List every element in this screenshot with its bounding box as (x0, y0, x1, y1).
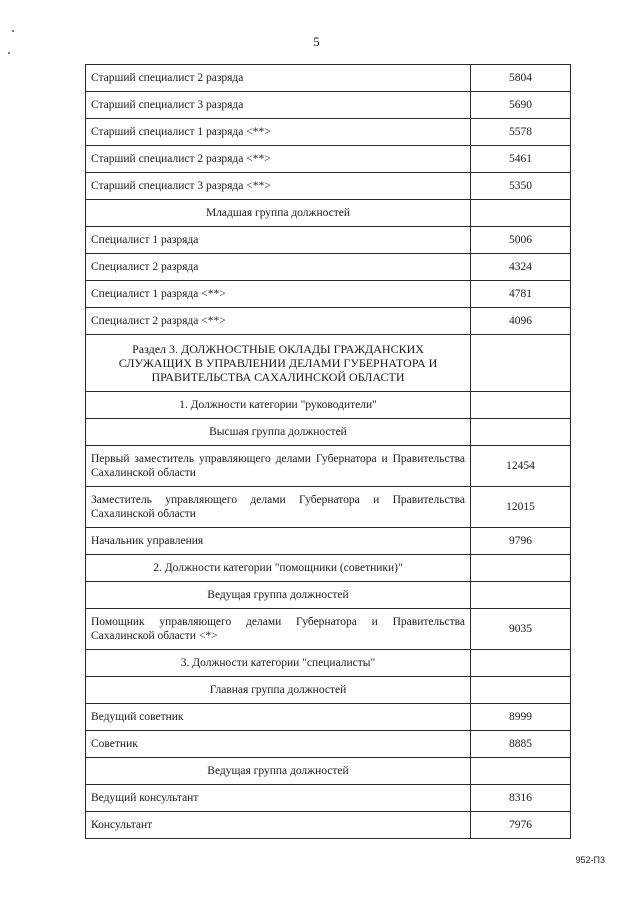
category-header-row (86, 650, 571, 677)
salary-cell: 8316 (471, 785, 571, 812)
group-header-row (86, 677, 571, 704)
table-row (86, 254, 571, 281)
salary-cell: 5350 (471, 173, 571, 200)
position-cell: Начальник управления (86, 528, 471, 555)
table-row (86, 92, 571, 119)
scan-speck (8, 52, 10, 54)
salary-cell (471, 758, 571, 785)
scan-speck (12, 30, 14, 32)
position-cell: Ведущий консультант (86, 785, 471, 812)
table-row (86, 731, 571, 758)
table-row (86, 173, 571, 200)
table-row (86, 785, 571, 812)
salary-cell: 5804 (471, 65, 571, 92)
table-row (86, 446, 571, 487)
document-code: 952-П3 (575, 855, 605, 865)
salary-cell: 5690 (471, 92, 571, 119)
table-row (86, 146, 571, 173)
table-row (86, 308, 571, 335)
salary-table (85, 64, 571, 839)
salary-cell: 4781 (471, 281, 571, 308)
salary-cell (471, 335, 571, 392)
category-heading: 3. Должности категории "специалисты" (86, 650, 471, 677)
salary-cell (471, 582, 571, 609)
salary-cell: 4096 (471, 308, 571, 335)
category-header-row (86, 392, 571, 419)
position-cell: Консультант (86, 812, 471, 839)
table-row (86, 812, 571, 839)
position-cell: Старший специалист 1 разряда <**> (86, 119, 471, 146)
table-row (86, 528, 571, 555)
category-heading: 2. Должности категории "помощники (советники)" (86, 555, 471, 582)
position-cell: Старший специалист 2 разряда (86, 65, 471, 92)
position-cell: Специалист 1 разряда (86, 227, 471, 254)
salary-cell (471, 677, 571, 704)
page-number: 5 (313, 34, 320, 49)
position-cell: Специалист 2 разряда <**> (86, 308, 471, 335)
group-header-row (86, 200, 571, 227)
group-heading: Ведущая группа должностей (86, 582, 471, 609)
salary-cell: 12454 (471, 446, 571, 487)
salary-cell: 5006 (471, 227, 571, 254)
salary-cell (471, 419, 571, 446)
table-row (86, 65, 571, 92)
salary-cell: 9796 (471, 528, 571, 555)
position-cell: Специалист 1 разряда <**> (86, 281, 471, 308)
position-cell: Ведущий советник (86, 704, 471, 731)
salary-cell: 9035 (471, 609, 571, 650)
salary-cell (471, 200, 571, 227)
position-cell: Старший специалист 3 разряда <**> (86, 173, 471, 200)
category-heading: 1. Должности категории "руководители" (86, 392, 471, 419)
table-row (86, 704, 571, 731)
position-cell: Первый заместитель управляющего делами Губернатора и Правительства Сахалинской области (86, 446, 471, 487)
position-cell: Заместитель управляющего делами Губернатора и Правительства Сахалинской области (86, 487, 471, 528)
group-heading: Главная группа должностей (86, 677, 471, 704)
salary-cell: 5461 (471, 146, 571, 173)
salary-cell: 5578 (471, 119, 571, 146)
salary-cell: 8885 (471, 731, 571, 758)
salary-cell: 4324 (471, 254, 571, 281)
position-cell: Советник (86, 731, 471, 758)
table-row (86, 609, 571, 650)
group-heading: Ведущая группа должностей (86, 758, 471, 785)
salary-cell (471, 650, 571, 677)
table-row (86, 281, 571, 308)
position-cell: Помощник управляющего делами Губернатора и Правительства Сахалинской области <*> (86, 609, 471, 650)
position-cell: Старший специалист 2 разряда <**> (86, 146, 471, 173)
salary-cell (471, 392, 571, 419)
group-heading: Высшая группа должностей (86, 419, 471, 446)
group-header-row (86, 419, 571, 446)
table-row (86, 487, 571, 528)
position-cell: Специалист 2 разряда (86, 254, 471, 281)
table-row (86, 227, 571, 254)
group-header-row (86, 582, 571, 609)
section-heading: Раздел 3. ДОЛЖНОСТНЫЕ ОКЛАДЫ ГРАЖДАНСКИХ СЛУЖАЩИХ В УПРАВЛЕНИИ ДЕЛАМИ ГУБЕРНАТОРА И ПРАВИТЕЛЬСТВА САХАЛИНСКОЙ ОБЛАСТИ (86, 335, 471, 392)
group-heading: Младшая группа должностей (86, 200, 471, 227)
category-header-row (86, 555, 571, 582)
salary-cell: 7976 (471, 812, 571, 839)
section-header-row (86, 335, 571, 392)
salary-cell: 12015 (471, 487, 571, 528)
salary-cell: 8999 (471, 704, 571, 731)
group-header-row (86, 758, 571, 785)
table-row (86, 119, 571, 146)
salary-cell (471, 555, 571, 582)
position-cell: Старший специалист 3 разряда (86, 92, 471, 119)
